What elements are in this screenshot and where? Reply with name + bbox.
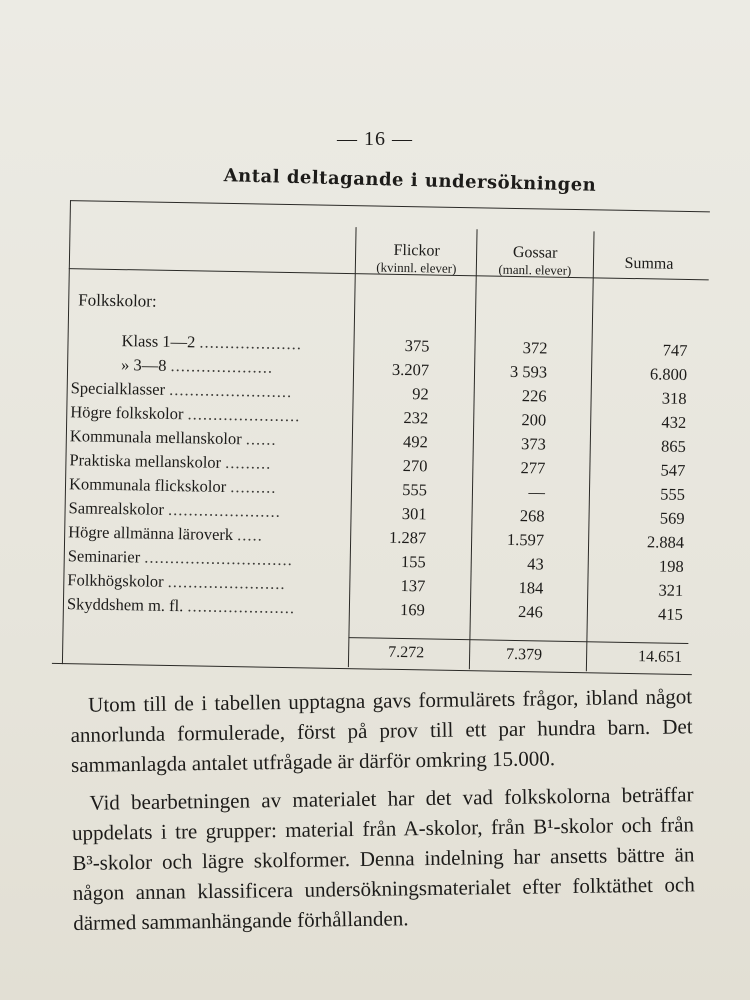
cell-flickor: 375: [404, 336, 430, 356]
cell-flickor: 1.287: [388, 527, 427, 548]
cell-flickor: 270: [402, 456, 428, 476]
column-header-label: Summa: [624, 254, 674, 273]
cell-summa: 2.884: [646, 532, 685, 552]
cell-gossar: 200: [521, 410, 547, 430]
cell-gossar: 246: [517, 602, 544, 622]
row-label: Skyddshem m. fl. .....................: [66, 594, 296, 618]
row-label: Kommunala flickskolor .........: [68, 474, 277, 497]
cell-gossar: 277: [520, 458, 546, 478]
cell-flickor: 169: [399, 600, 426, 620]
cell-summa: 747: [662, 340, 688, 360]
cell-flickor: 232: [403, 408, 429, 428]
table-title: Antal deltagande i undersökningen: [223, 165, 597, 196]
paragraph: Vid bearbetningen av materialet har det vad folkskolorna beträffar uppdelats i tre grupper: material från A-skolor, från B¹-skolor och från B³-skolor och lägre skolformer. Denna indelning har ansetts bättre än någon annan klassificera undersökningsmaterialet efter folktäthet och därmed sammanhängande förhållanden.: [71, 782, 695, 935]
totals-row: [52, 638, 692, 666]
row-label: Praktiska mellanskolor .........: [69, 450, 272, 473]
total-summa: 14.651: [637, 648, 683, 666]
participants-table: [52, 200, 712, 676]
cell-summa: 547: [660, 460, 686, 480]
paragraph: Utom till de i tabellen upptagna gavs formulärets frågor, ibland något annorlunda formulerade, först på prov till ett par hundra barn. Det sammanlagda antalet utfrågade är därför omkring 15.000.: [70, 684, 693, 777]
cell-gossar: 3 593: [509, 361, 548, 382]
cell-gossar: 226: [521, 386, 547, 406]
row-label: » 3—8 ....................: [120, 355, 274, 377]
cell-summa: 415: [657, 604, 684, 624]
column-header-summa: [599, 254, 699, 273]
row-label: Högre folkskolor ......................: [70, 402, 301, 426]
cell-flickor: 3.207: [391, 359, 430, 380]
row-label: Seminarier .............................: [67, 546, 294, 570]
row-label: Samrealskolor ......................: [68, 498, 281, 521]
cell-flickor: 301: [401, 504, 427, 524]
cell-flickor: 155: [400, 552, 426, 572]
total-flickor: 7.272: [388, 643, 425, 662]
cell-gossar: 184: [518, 578, 544, 598]
cell-flickor: 555: [402, 480, 428, 500]
cell-gossar: —: [528, 482, 546, 502]
cell-gossar: 268: [519, 506, 545, 526]
cell-summa: 555: [660, 484, 686, 504]
column-header-label: Gossar: [512, 243, 558, 262]
group-title: Folkskolor:: [78, 290, 157, 311]
cell-gossar: 43: [527, 554, 544, 574]
body-text: [70, 681, 696, 946]
row-label: Högre allmänna läroverk .....: [68, 522, 264, 545]
cell-summa: 432: [661, 412, 687, 432]
column-header-flickor: [359, 241, 475, 277]
cell-summa: 6.800: [649, 364, 688, 384]
column-header-label: Flickor: [393, 241, 440, 260]
column-header-sublabel: (kvinnl. elever): [376, 259, 457, 276]
cell-gossar: 372: [522, 338, 548, 358]
cell-summa: 865: [660, 436, 686, 456]
cell-summa: 318: [661, 388, 687, 408]
cell-gossar: 373: [520, 434, 546, 454]
row-label: Kommunala mellanskolor ......: [69, 426, 277, 449]
row-label: Specialklasser ........................: [70, 378, 293, 402]
cell-flickor: 92: [412, 384, 429, 404]
cell-summa: 321: [658, 580, 684, 600]
cell-summa: 569: [659, 508, 685, 528]
page-number: — 16 —: [337, 128, 413, 150]
column-header-gossar: [479, 243, 592, 279]
total-gossar: 7.379: [505, 645, 543, 664]
column-header-sublabel: (manl. elever): [498, 261, 572, 278]
cell-flickor: 492: [402, 432, 428, 452]
table-top-rule: [70, 200, 710, 212]
row-label: Klass 1—2 ....................: [121, 331, 303, 354]
total-rule: [348, 637, 688, 644]
cell-flickor: 137: [400, 576, 426, 596]
cell-summa: 198: [658, 556, 684, 576]
row-label: Folkhögskolor .......................: [67, 570, 286, 593]
cell-gossar: 1.597: [506, 529, 545, 550]
